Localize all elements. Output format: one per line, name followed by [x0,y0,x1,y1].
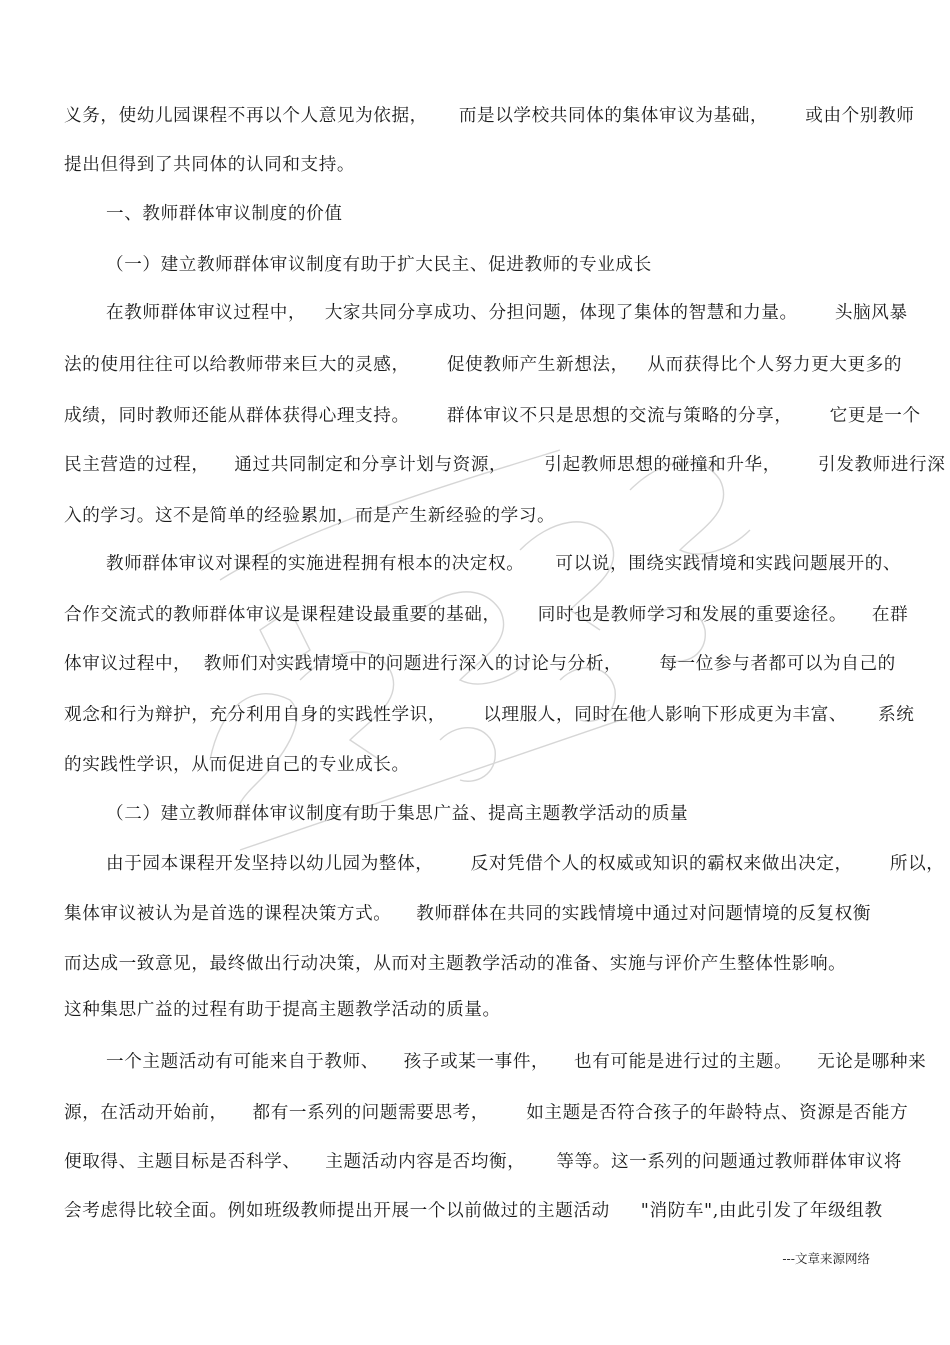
text-line: 义务，使幼儿园课程不再以个人意见为依据， 而是以学校共同体的集体审议为基础， 或由个别教师 [64,106,915,126]
text-line: 而达成一致意见，最终做出行动决策，从而对主题教学活动的准备、实施与评价产生整体性影响。 [64,954,847,974]
text-line: 由于园本课程开发坚持以幼儿园为整体， 反对凭借个人的权威或知识的霸权来做出决定， 所以， [106,854,945,874]
text-line: 观念和行为辩护，充分利用自身的实践性学识， 以理服人，同时在他人影响下形成更为丰富、 系统 [64,705,915,725]
text-line: 这种集思广益的过程有助于提高主题教学活动的质量。 [64,1000,501,1020]
text-line: 集体审议被认为是首选的课程决策方式。 教师群体在共同的实践情境中通过对问题情境的反复权衡 [64,904,872,924]
text-line: 入的学习。这不是简单的经验累加，而是产生新经验的学习。 [64,506,556,526]
footer-source-note: ---文章来源网络 [782,1251,870,1266]
text-line: 提出但得到了共同体的认同和支持。 [64,155,356,175]
text-line: 会考虑得比较全面。例如班级教师提出开展一个以前做过的主题活动 "消防车",由此引发了年级组教 [64,1201,883,1221]
text-line: 体审议过程中， 教师们对实践情境中的问题进行深入的讨论与分析， 每一位参与者都可以为自己的 [64,654,896,674]
text-line: 教师群体审议对课程的实施进程拥有根本的决定权。 可以说，围绕实践情境和实践问题展开的、 [106,554,902,574]
text-line: 民主营造的过程， 通过共同制定和分享计划与资源， 引起教师思想的碰撞和升华， 引发教师进行深 [64,455,946,475]
text-line: 便取得、主题目标是否科学、 主题活动内容是否均衡， 等等。这一系列的问题通过教师群体审议将 [64,1152,903,1172]
text-line: 源，在活动开始前， 都有一系列的问题需要思考， 如主题是否符合孩子的年龄特点、资源是否能方 [64,1103,909,1123]
subsection-heading: （一）建立教师群体审议制度有助于扩大民主、促进教师的专业成长 [106,255,652,275]
section-heading: 一、教师群体审议制度的价值 [106,204,343,224]
text-line: 在教师群体审议过程中， 大家共同分享成功、分担问题，体现了集体的智慧和力量。 头脑风暴 [106,303,908,323]
text-line: 一个主题活动有可能来自于教师、 孩子或某一事件， 也有可能是进行过的主题。 无论是哪种来 [106,1052,927,1072]
text-line: 合作交流式的教师群体审议是课程建设最重要的基础， 同时也是教师学习和发展的重要途径。 在群 [64,605,909,625]
subsection-heading: （二）建立教师群体审议制度有助于集思广益、提高主题教学活动的质量 [106,804,689,824]
text-line: 法的使用往往可以给教师带来巨大的灵感， 促使教师产生新想法， 从而获得比个人努力更大更多的 [64,355,903,375]
text-line: 的实践性学识，从而促进自己的专业成长。 [64,755,410,775]
text-line: 成绩，同时教师还能从群体获得心理支持。 群体审议不只是思想的交流与策略的分享， 它更是一个 [64,406,921,426]
